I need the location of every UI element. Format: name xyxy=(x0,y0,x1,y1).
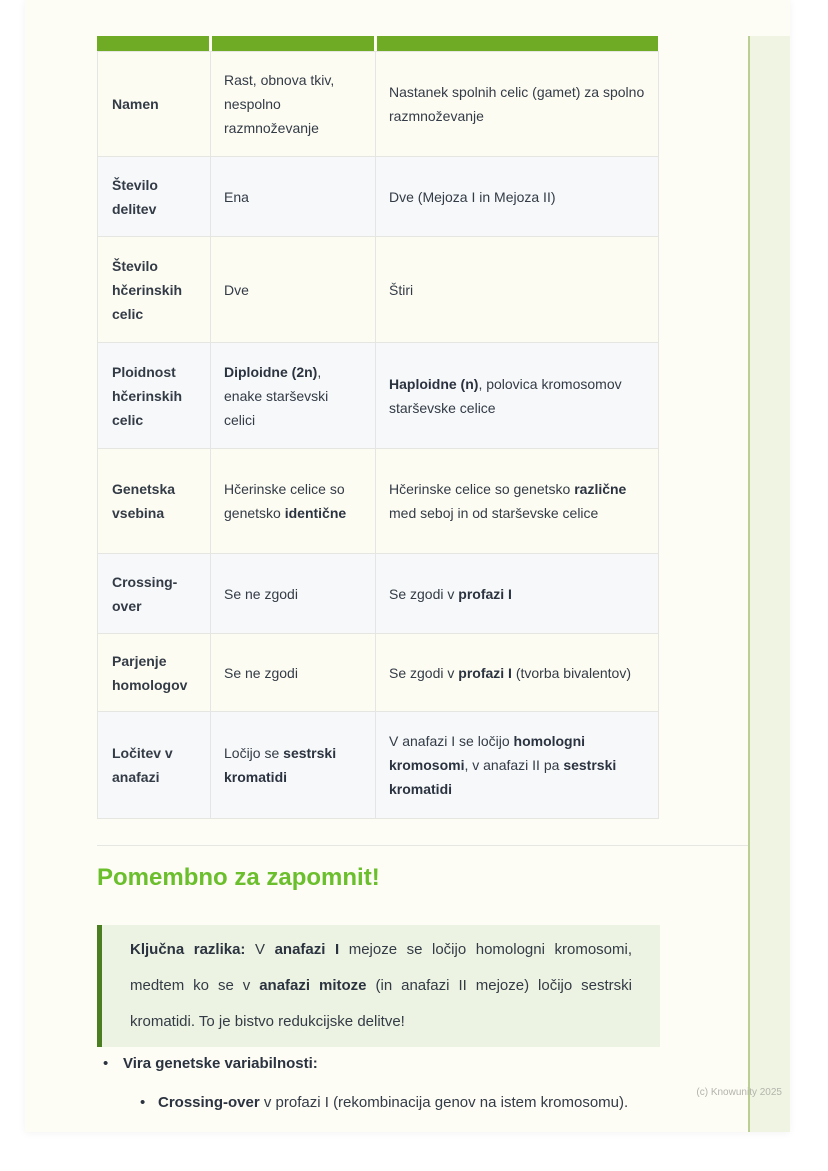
mejoza-cell: Hčerinske celice so genetsko različne med seboj in od starševske celice xyxy=(376,449,659,554)
mitoza-cell: Rast, obnova tkiv, nespolno razmnoževanje xyxy=(211,52,376,157)
mejoza-cell: Haploidne (n), polovica kromosomov starševske celice xyxy=(376,343,659,449)
table-row xyxy=(98,157,659,237)
mitoza-cell: Diploidne (2n), enake starševski celici xyxy=(211,343,376,449)
row-label-cell: Namen xyxy=(98,52,211,157)
section-divider xyxy=(97,845,770,846)
row-label-cell: Ploidnost hčerinskih celic xyxy=(98,343,211,449)
table-row xyxy=(98,712,659,819)
list-item xyxy=(97,1092,717,1114)
table-row xyxy=(98,237,659,343)
table-row xyxy=(98,52,659,157)
table-row xyxy=(98,343,659,449)
decorative-green-rail xyxy=(748,36,790,1132)
notes-list xyxy=(97,1053,717,1114)
mejoza-cell: Dve (Mejoza I in Mejoza II) xyxy=(376,157,659,237)
row-label-cell: Ločitev v anafazi xyxy=(98,712,211,819)
row-label-cell: Parjenje homologov xyxy=(98,634,211,712)
table-header-cell-mitoza xyxy=(212,36,374,51)
bullet-icon: • xyxy=(140,1094,146,1111)
document-page xyxy=(25,0,790,1132)
table-header-cell-label xyxy=(97,36,209,51)
table-header-strip xyxy=(97,36,658,51)
mejoza-cell: Se zgodi v profazi I (tvorba bivalentov) xyxy=(376,634,659,712)
table-row xyxy=(98,634,659,712)
mitoza-cell: Dve xyxy=(211,237,376,343)
watermark: (c) Knowunity 2025 xyxy=(696,1087,782,1098)
mejoza-cell: Nastanek spolnih celic (gamet) za spolno razmnoževanje xyxy=(376,52,659,157)
row-label-cell: Genetska vsebina xyxy=(98,449,211,554)
row-label-cell: Crossing-over xyxy=(98,554,211,634)
mejoza-cell: Štiri xyxy=(376,237,659,343)
list-item xyxy=(97,1053,717,1075)
mitoza-cell: Hčerinske celice so genetsko identične xyxy=(211,449,376,554)
table-header-cell-mejoza xyxy=(377,36,658,51)
list-item-text: Crossing-over v profazi I (rekombinacija genov na istem kromosomu). xyxy=(158,1094,629,1111)
comparison-table xyxy=(97,36,658,819)
bullet-icon: • xyxy=(103,1055,109,1072)
table-row xyxy=(98,554,659,634)
mitoza-cell: Se ne zgodi xyxy=(211,634,376,712)
list-item-text: Vira genetske variabilnosti: xyxy=(123,1055,318,1072)
table-row xyxy=(98,449,659,554)
section-heading: Pomembno za zapomnit! xyxy=(97,864,380,891)
mitoza-cell: Se ne zgodi xyxy=(211,554,376,634)
callout-text: Ključna razlika: V anafazi I mejoze se ločijo homologni kromosomi, medtem ko se v anafazi mitoze (in anafazi II mejoze) ločijo sestrski kromatidi. To je bistvo redukcijske delitve! xyxy=(130,941,633,1030)
row-label-cell: Število hčerinskih celic xyxy=(98,237,211,343)
key-difference-callout xyxy=(97,925,660,1047)
comparison-table-body xyxy=(98,52,659,819)
row-label-cell: Število delitev xyxy=(98,157,211,237)
mejoza-cell: V anafazi I se ločijo homologni kromosomi, v anafazi II pa sestrski kromatidi xyxy=(376,712,659,819)
mitoza-cell: Ločijo se sestrski kromatidi xyxy=(211,712,376,819)
mitoza-cell: Ena xyxy=(211,157,376,237)
mejoza-cell: Se zgodi v profazi I xyxy=(376,554,659,634)
